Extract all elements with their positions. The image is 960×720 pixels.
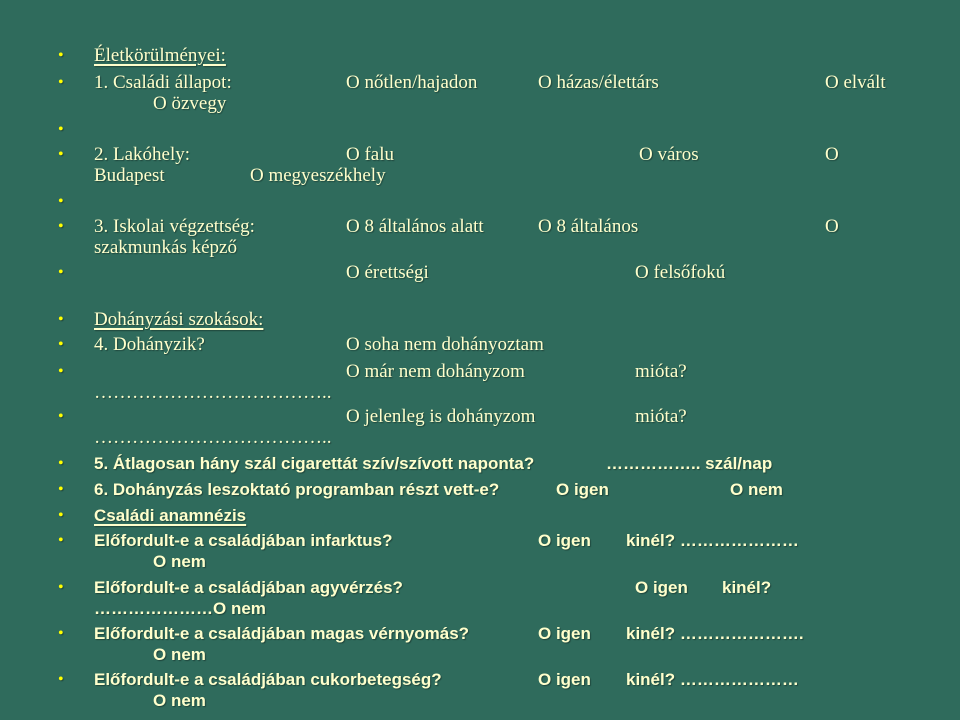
question-label: Előfordult-e a családjában magas vérnyomás?	[94, 624, 470, 643]
section-heading: Életkörülményei:	[94, 45, 226, 66]
option-budapest[interactable]: Budapest	[94, 165, 165, 186]
option-yes[interactable]: O igen	[538, 531, 591, 550]
question-label: Előfordult-e a családjában infarktus?	[94, 531, 393, 550]
bullet-icon: •	[58, 455, 64, 472]
option-higher-education[interactable]: O felsőfokú	[635, 262, 726, 283]
bullet-icon: •	[58, 121, 64, 138]
since-label: mióta?	[635, 361, 687, 382]
who-blank-and-no[interactable]: …………………O nem	[94, 599, 266, 618]
question-label: 2. Lakóhely:	[94, 144, 191, 165]
bullet-icon: •	[58, 579, 64, 596]
option-never-smoked[interactable]: O soha nem dohányoztam	[346, 334, 544, 355]
who-blank[interactable]: kinél? ………………….	[626, 624, 804, 643]
option-no[interactable]: O nem	[153, 691, 206, 710]
option-yes[interactable]: O igen	[538, 624, 591, 643]
option-current-smoker[interactable]: O jelenleg is dohányzom	[346, 406, 536, 427]
option-village[interactable]: O falu	[346, 144, 395, 165]
option-no[interactable]: O nem	[730, 480, 783, 499]
bullet-icon: •	[58, 532, 64, 549]
option-vocational[interactable]: szakmunkás képző	[94, 237, 237, 258]
option-vocational-marker[interactable]: O	[825, 216, 839, 237]
answer-blank[interactable]: ………………………………..	[94, 427, 332, 448]
question-label: 6. Dohányzás leszoktató programban részt vett-e?	[94, 480, 500, 499]
bullet-icon: •	[58, 507, 64, 524]
option-widowed[interactable]: O özvegy	[153, 93, 227, 114]
answer-blank[interactable]: ………………………………..	[94, 382, 332, 403]
option-yes[interactable]: O igen	[556, 480, 609, 499]
bullet-icon: •	[58, 363, 64, 380]
bullet-icon: •	[58, 671, 64, 688]
bullet-icon: •	[58, 311, 64, 328]
question-label: 1. Családi állapot:	[94, 72, 232, 93]
option-8-grades[interactable]: O 8 általános	[538, 216, 639, 237]
bullet-icon: •	[58, 336, 64, 353]
who-blank[interactable]: kinél? …………………	[626, 670, 799, 689]
bullet-icon: •	[58, 218, 64, 235]
bullet-icon: •	[58, 625, 64, 642]
option-married[interactable]: O házas/élettárs	[538, 72, 659, 93]
question-label: Előfordult-e a családjában cukorbetegség?	[94, 670, 442, 689]
question-label: 3. Iskolai végzettség:	[94, 216, 255, 237]
bullet-icon: •	[58, 408, 64, 425]
bullet-icon: •	[58, 74, 64, 91]
bullet-icon: •	[58, 264, 64, 281]
option-town[interactable]: O város	[639, 144, 699, 165]
option-divorced[interactable]: O elvált	[825, 72, 886, 93]
option-county-seat[interactable]: O megyeszékhely	[250, 165, 386, 186]
bullet-icon: •	[58, 47, 64, 64]
bullet-icon: •	[58, 193, 64, 210]
bullet-icon: •	[58, 481, 64, 498]
question-label: 4. Dohányzik?	[94, 334, 205, 355]
section-heading: Családi anamnézis	[94, 506, 247, 525]
option-yes[interactable]: O igen	[635, 578, 688, 597]
bullet-icon: •	[58, 146, 64, 163]
option-below-8-grades[interactable]: O 8 általános alatt	[346, 216, 484, 237]
option-yes[interactable]: O igen	[538, 670, 591, 689]
option-budapest-marker[interactable]: O	[825, 144, 839, 165]
option-no[interactable]: O nem	[153, 552, 206, 571]
option-single[interactable]: O nőtlen/hajadon	[346, 72, 478, 93]
question-label: Előfordult-e a családjában agyvérzés?	[94, 578, 403, 597]
section-heading: Dohányzási szokások:	[94, 309, 264, 330]
question-label: 5. Átlagosan hány szál cigarettát szív/szívott naponta?	[94, 454, 535, 473]
option-high-school[interactable]: O érettségi	[346, 262, 429, 283]
option-no[interactable]: O nem	[153, 645, 206, 664]
option-former-smoker[interactable]: O már nem dohányzom	[346, 361, 525, 382]
since-label: mióta?	[635, 406, 687, 427]
who-blank[interactable]: kinél? …………………	[626, 531, 799, 550]
who-label: kinél?	[722, 578, 772, 597]
answer-blank[interactable]: …………….. szál/nap	[606, 454, 773, 473]
